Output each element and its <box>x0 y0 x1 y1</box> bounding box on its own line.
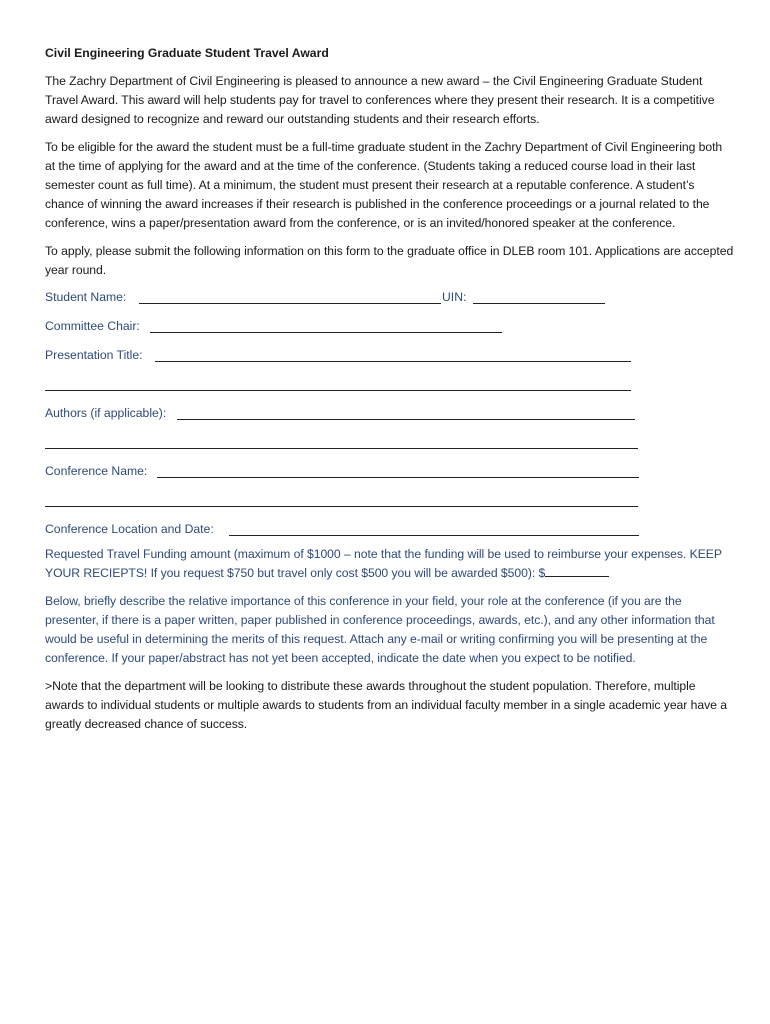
presentation-title-label: Presentation Title: <box>45 348 143 362</box>
conference-name-label: Conference Name: <box>45 464 148 478</box>
authors-line-2[interactable] <box>45 448 638 449</box>
presentation-title-line-2[interactable] <box>45 390 631 391</box>
conference-location-line[interactable] <box>229 535 639 536</box>
funding-amount-line[interactable] <box>545 564 609 577</box>
student-name-label: Student Name: <box>45 290 127 304</box>
form-page <box>45 44 735 743</box>
describe-paragraph: Below, briefly describe the relative importance of this conference in your field, your role at the conference (if you are the presenter, if there is a paper written, paper published in conference proceedings, awards, etc.), and any other information that would be useful in determining the merits of this request. Attach any e-mail or writing confirming you will be presenting at the conference. If your paper/abstract has not yet been accepted, indicate the date when you expect to be notified. <box>45 594 715 665</box>
authors-line[interactable] <box>177 419 635 420</box>
presentation-title-line[interactable] <box>155 361 631 362</box>
presentation-title-row <box>45 344 735 373</box>
student-name-row <box>45 286 735 315</box>
student-name-line[interactable] <box>139 303 441 304</box>
conference-name-row <box>45 460 735 489</box>
funding-text: Requested Travel Funding amount (maximum of $1000 – note that the funding will be used to reimburse your expenses. KEEP YOUR RECIEPTS! If you request $750 but travel only cost $500 you will be awarded $500): $ <box>45 547 722 580</box>
conference-name-row-2 <box>45 489 735 518</box>
presentation-title-row-2 <box>45 373 735 402</box>
committee-chair-row <box>45 315 735 344</box>
conference-location-label: Conference Location and Date: <box>45 522 214 536</box>
authors-row <box>45 402 735 431</box>
conference-name-line[interactable] <box>157 477 639 478</box>
apply-paragraph: To apply, please submit the following information on this form to the graduate office in DLEB room 101. Applications are accepted year round. <box>45 244 734 277</box>
note-paragraph: >Note that the department will be looking to distribute these awards throughout the student population. Therefore, multiple awards to individual students or multiple awards to students from an individual faculty member in a single academic year have a greatly decreased chance of success. <box>45 679 727 731</box>
conference-name-line-2[interactable] <box>45 506 638 507</box>
authors-label: Authors (if applicable): <box>45 406 167 420</box>
funding-paragraph <box>45 545 735 583</box>
authors-row-2 <box>45 431 735 460</box>
conference-location-row <box>45 518 735 545</box>
uin-line[interactable] <box>473 303 605 304</box>
committee-chair-line[interactable] <box>150 332 502 333</box>
intro-paragraph: The Zachry Department of Civil Engineering is pleased to announce a new award – the Civil Engineering Graduate Student Travel Award. This award will help students pay for travel to conferences where they present their research. It is a competitive award designed to recognize and reward our outstanding students and their research efforts. <box>45 74 715 126</box>
committee-chair-label: Committee Chair: <box>45 319 140 333</box>
form-title: Civil Engineering Graduate Student Travel Award <box>45 46 329 60</box>
eligibility-paragraph: To be eligible for the award the student must be a full-time graduate student in the Zachry Department of Civil Engineering both at the time of applying for the award and at the time of the conference. (Students taking a reduced course load in their last semester count as full time). At a minimum, the student must present their research at a reputable conference. A student’s chance of winning the award increases if their research is published in the conference proceedings or a journal related to the conference, wins a paper/presentation award from the conference, or is an invited/honored speaker at the conference. <box>45 140 723 230</box>
uin-label: UIN: <box>442 290 467 304</box>
